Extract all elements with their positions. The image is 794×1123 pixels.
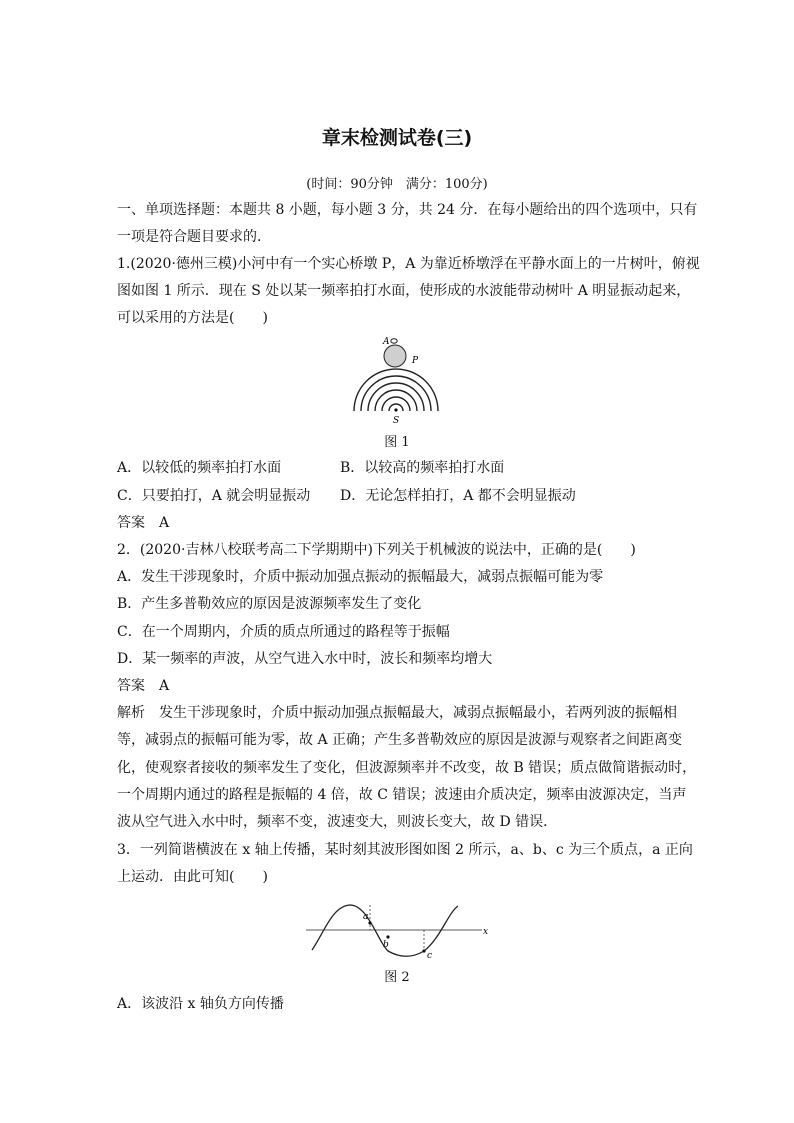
point-c <box>422 949 425 952</box>
exam-info: (时间：90分钟 满分：100分) <box>306 177 488 192</box>
q2-analysis-line3: 化，使观察者接收的频率发生了变化，但波源频率并不改变，故 B 错误；质点做简谐振动时， <box>117 760 697 776</box>
q2-option-b: B．产生多普勒效应的原因是波源频率发生了变化 <box>117 596 422 612</box>
bridge-pier-p <box>384 345 406 367</box>
q2-analysis-line4: 一个周期内通过的路程是振幅的 4 倍，故 C 错误；波速由介质决定，频率由波源决定，当声 <box>117 787 687 803</box>
q1-option-c: C．只要拍打，A 就会明显振动 <box>117 488 311 504</box>
source-point-s <box>394 408 397 411</box>
label-s: S <box>393 416 400 426</box>
section-heading-line1: 一、单项选择题：本题共 8 小题，每小题 3 分，共 24 分．在每小题给出的四个选项中，只有 <box>117 202 698 218</box>
q1-option-d: D．无论怎样拍打，A 都不会明显振动 <box>340 488 576 504</box>
q2-analysis-line1: 解析 发生干涉现象时，介质中振动加强点振幅最大，减弱点振幅最小，若两列波的振幅相 <box>117 705 677 721</box>
figure-2-wave-diagram <box>302 897 494 959</box>
point-a <box>368 921 371 924</box>
q2-option-c: C．在一个周期内，介质的质点所通过的路程等于振幅 <box>117 624 450 640</box>
q2-answer: 答案 A <box>117 678 170 694</box>
label-point-b: b <box>383 940 389 950</box>
q2-option-a: A．发生干涉现象时，介质中振动加强点振动的振幅最大，减弱点振幅可能为零 <box>117 569 604 585</box>
label-a: A <box>383 337 390 347</box>
q1-option-a: A．以较低的频率拍打水面 <box>117 460 282 476</box>
x-axis-label: x <box>483 927 489 937</box>
q3-stem-line2: 上运动．由此可知( ) <box>117 869 268 885</box>
section-heading-line2: 一项是符合题目要求的． <box>117 229 271 245</box>
wave-ring-5 <box>361 376 431 411</box>
leaf-a <box>391 339 397 343</box>
label-p: P <box>412 356 419 366</box>
label-point-a: a <box>363 912 369 922</box>
q2-analysis-line5: 波从空气进入水中时，频率不变，波速变大，则波长变大，故 D 错误． <box>117 814 558 830</box>
page-title: 章末检测试卷(三) <box>321 127 473 149</box>
q2-analysis-line2: 等，减弱点的振幅可能为零，故 A 正确；产生多普勒效应的原因是波源与观察者之间距离变 <box>117 732 683 748</box>
wave-rings <box>354 369 438 411</box>
point-b <box>386 935 389 938</box>
figure-1-diagram <box>348 334 444 426</box>
q2-option-d: D．某一频率的声波，从空气进入水中时，波长和频率均增大 <box>117 651 493 667</box>
q1-stem-line2: 图如图 1 所示．现在 S 处以某一频率拍打水面，使形成的水波能带动树叶 A 明显振动起来， <box>117 283 691 299</box>
figure-2-caption: 图 2 <box>384 970 410 985</box>
q1-option-b: B．以较高的频率拍打水面 <box>340 460 505 476</box>
q1-stem-line3: 可以采用的方法是( ) <box>117 310 268 326</box>
figure-1-caption: 图 1 <box>384 435 410 450</box>
q2-stem: 2．(2020·吉林八校联考高二下学期期中)下列关于机械波的说法中，正确的是( ) <box>117 542 636 558</box>
label-point-c: c <box>427 951 433 959</box>
q1-stem-line1: 1.(2020·德州三模)小河中有一个实心桥墩 P，A 为靠近桥墩浮在平静水面上的一片树叶，俯视 <box>117 256 700 272</box>
q3-stem-line1: 3．一列简谐横波在 x 轴上传播，某时刻其波形图如图 2 所示，a、b、c 为三个质点，a 正向 <box>117 842 693 858</box>
wave-ring-3 <box>375 390 417 411</box>
q1-answer: 答案 A <box>117 515 170 531</box>
q3-option-a: A．该波沿 x 轴负方向传播 <box>117 996 284 1012</box>
